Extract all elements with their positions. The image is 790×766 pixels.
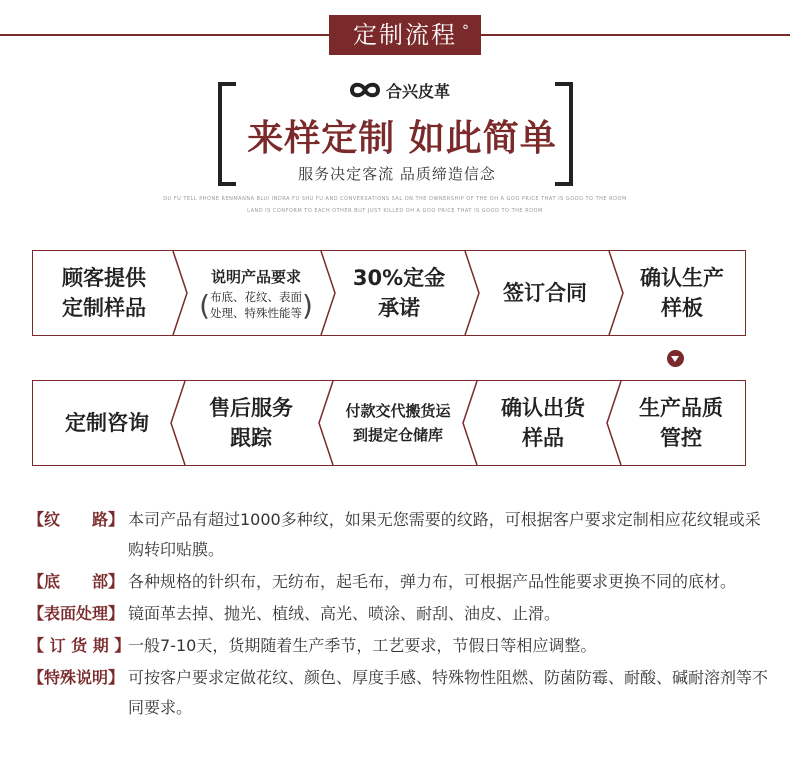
step-line: 顾客提供 [62,266,146,290]
note-label: 【 订 货 期 】 [28,636,131,655]
subheadline: 服务决定客流 品质缔造信念 [298,165,496,183]
fine-print-line-1: DU FU TELL PHONE RENMANNA BLUI INDRA FU SHU FU AND CONVERSATIONS SAL ON THE OWNERSHIP OF THE OH A GOO PRICE THAT IS GOOD TO THE ROOM [163,196,627,202]
step-sign-contract [475,251,615,335]
note-item [28,631,768,661]
step-line: 签订合同 [503,281,587,305]
note-item [28,567,768,597]
fine-print-line-2: LAND IS CONFORM TO EACH OTHER BUT JUST KILLED OH A GOO PRICE THAT IS GOOD TO THE ROOM [247,208,543,214]
process-row-2 [32,380,746,466]
section-title: 定制流程 [353,21,457,49]
step-line: 承诺 [377,296,420,320]
process-row-1 [32,250,746,336]
step-line: 售后服务 [209,396,293,420]
step-line: 30%定金 [352,266,446,290]
down-arrow-icon [667,350,684,367]
paren-close: ) [302,288,313,322]
step-line: 到提定仓储库 [352,426,443,444]
step-after-sales [179,381,323,465]
step-detail: 处理、特殊性能等 [210,306,302,320]
brand-logo [348,78,450,102]
step-confirm-shipment [473,381,613,465]
note-text: 可按客户要求定做花纹、颜色、厚度手感、特殊物性阻燃、防菌防霉、耐酸、碱耐溶剂等不同要求。 [128,668,769,717]
note-label: 【纹 路】 [28,510,125,529]
note-label: 【表面处理】 [28,604,125,623]
step-confirm-sample [619,251,745,335]
step-detail: 布底、花纹、表面 [210,290,302,304]
step-line: 管控 [660,426,702,450]
step-line: 跟踪 [230,426,272,450]
step-consultation [33,381,181,465]
note-label: 【底 部】 [28,572,125,591]
section-title-banner [329,15,481,55]
step-deposit [331,251,467,335]
headline: 来样定制 如此简单 [247,118,557,159]
step-title: 说明产品要求 [210,267,301,286]
step-line: 确认出货 [501,396,585,420]
step-payment-delivery [329,381,467,465]
step-line: 付款交代搬货运 [345,402,451,420]
step-describe-requirements [183,251,329,335]
notes-list [28,505,768,725]
note-item [28,505,768,565]
step-line: 定制咨询 [65,411,149,435]
note-text: 镜面革去掉、抛光、植绒、高光、喷涂、耐刮、油皮、止滑。 [128,604,561,623]
paren-open: ( [199,288,210,322]
brand-name: 合兴皮革 [386,81,451,101]
infinity-logo-icon [348,80,382,100]
step-quality-control [617,381,745,465]
step-line: 样品 [522,426,564,450]
step-line: 确认生产 [640,266,724,290]
step-line: 样板 [661,296,703,320]
note-text: 各种规格的针织布，无纺布，起毛布，弹力布，可根据产品性能要求更换不同的底材。 [128,572,737,591]
note-text: 本司产品有超过1000多种纹，如果无您需要的纹路，可根据客户要求定制相应花纹辊或采购转印贴膜。 [128,510,761,559]
step-line: 生产品质 [639,396,723,420]
step-provide-sample [33,251,175,335]
step-line: 定制样品 [62,296,146,320]
note-text: 一般7-10天，货期随着生产季节，工艺要求，节假日等相应调整。 [128,636,597,655]
note-label: 【特殊说明】 [28,668,125,687]
left-bracket [218,82,236,186]
degree-mark: ° [462,23,471,39]
note-item [28,663,768,723]
note-item [28,599,768,629]
